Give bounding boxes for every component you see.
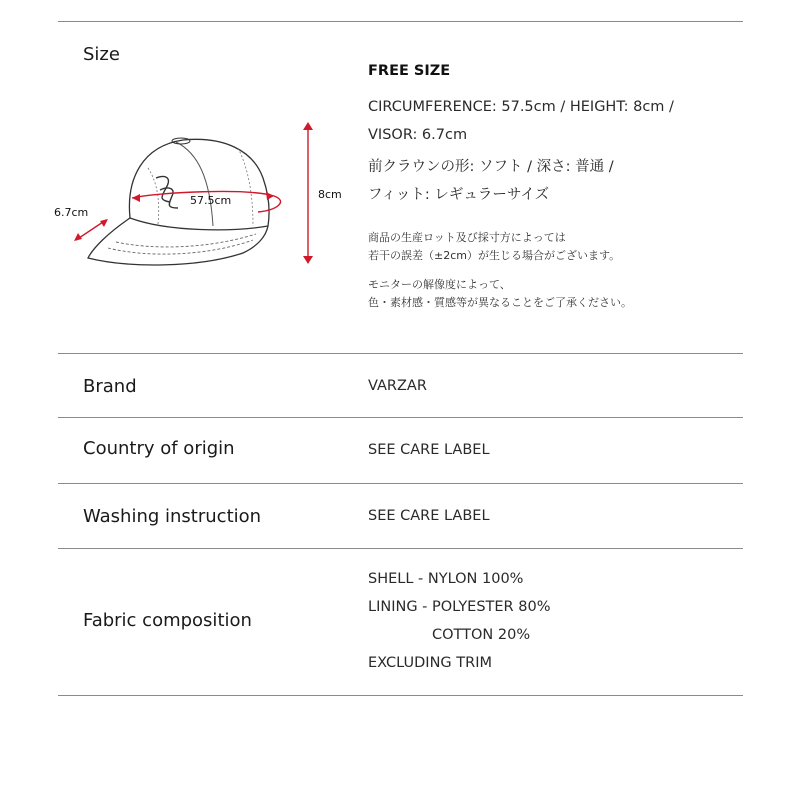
- circumference-label: 57.5cm: [190, 194, 232, 207]
- circumference-arrowhead-right: [266, 192, 274, 200]
- origin-value: SEE CARE LABEL: [368, 442, 490, 458]
- brand-label: Brand: [83, 376, 137, 397]
- fabric-line-trim: EXCLUDING TRIM: [368, 655, 492, 671]
- washing-label: Washing instruction: [83, 506, 262, 527]
- height-label: 8cm: [318, 188, 342, 201]
- spec-line-circumference: CIRCUMFERENCE: 57.5cm / HEIGHT: 8cm /: [368, 99, 674, 115]
- height-arrowhead-top: [303, 122, 313, 130]
- note-monitor-line-2: 色・素材感・質感等が異なることをご了承ください。: [368, 296, 632, 309]
- height-arrowhead-bottom: [303, 256, 313, 264]
- note-lot-line-2: 若干の誤差（±2cm）が生じる場合がございます。: [368, 249, 621, 262]
- divider-origin: [58, 483, 743, 484]
- divider-size: [58, 353, 743, 354]
- note-lot-line-1: 商品の生産ロット及び採寸方によっては: [368, 231, 566, 244]
- brand-value: VARZAR: [368, 378, 427, 394]
- origin-label: Country of origin: [83, 438, 235, 459]
- circumference-arrowhead-left: [132, 194, 140, 202]
- washing-value: SEE CARE LABEL: [368, 508, 490, 524]
- divider-bottom: [58, 695, 743, 696]
- cap-band: [130, 218, 268, 230]
- divider-top: [58, 21, 743, 22]
- cap-visor-stitch-2: [116, 234, 256, 247]
- cap-crown-outline: [129, 139, 269, 226]
- fabric-line-cotton: COTTON 20%: [432, 627, 531, 643]
- size-label: Size: [83, 44, 120, 65]
- cap-seam-right: [238, 148, 253, 226]
- fabric-label: Fabric composition: [83, 610, 252, 631]
- cap-visor-stitch: [108, 240, 253, 254]
- cap-seam-center: [176, 142, 213, 226]
- cap-size-diagram: [48, 108, 358, 278]
- cap-seam-left: [148, 168, 159, 224]
- note-monitor-line-1: モニターの解像度によって、: [368, 278, 511, 291]
- visor-label: 6.7cm: [54, 206, 89, 219]
- divider-brand: [58, 417, 743, 418]
- spec-line-fit: フィット: レギュラーサイズ: [368, 187, 550, 203]
- fabric-line-lining: LINING - POLYESTER 80%: [368, 599, 551, 615]
- free-size-value: FREE SIZE: [368, 63, 451, 79]
- spec-line-crown: 前クラウンの形: ソフト / 深さ: 普通 /: [368, 159, 614, 175]
- divider-washing: [58, 548, 743, 549]
- cap-visor-outline: [88, 218, 268, 265]
- cap-button: [172, 138, 190, 144]
- fabric-line-shell: SHELL - NYLON 100%: [368, 571, 524, 587]
- spec-line-visor: VISOR: 6.7cm: [368, 127, 468, 143]
